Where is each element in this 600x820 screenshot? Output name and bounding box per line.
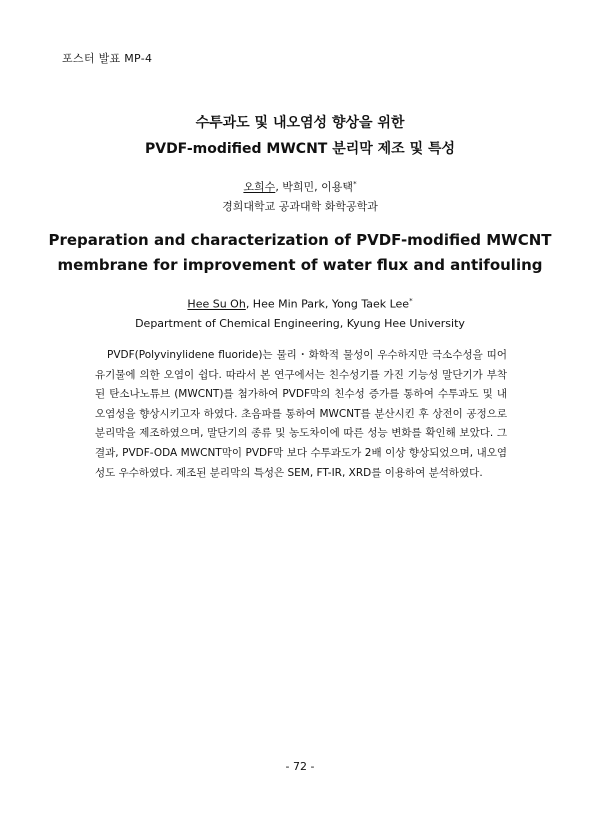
english-author-block [0,292,600,333]
english-title-line-2: membrane for improvement of water flux and antifouling [57,256,543,274]
korean-authors [0,175,600,197]
english-corresponding-mark: * [409,297,413,305]
english-title-line-1: Preparation and characterization of PVDF-modified MWCNT [48,231,552,249]
korean-corresponding-mark: * [353,180,357,188]
abstract-paragraph: PVDF(Polyvinylidene fluoride)는 물리・화학적 물성이 우수하지만 극소수성을 띠어 유기물에 의한 오염이 쉽다. 따라서 본 연구에서는 친수성기를 가진 기능성 말단기가 부착된 탄소나노튜브 (MWCNT)를 첨가하여 PVDF막의 친수성 증가를 통하여 수투과도 및 내오염성을 향상시키고자 하였다. 초음파를 통하여 MWCNT를 분산시킨 후 상전이 공정으로 분리막을 제조하였으며, 말단기의 종류 및 농도차이에 따른 성능 변화를 확인해 보았다. 그 결과, PVDF-ODA MWCNT막이 PVDF막 보다 수투과도가 2배 이상 향상되었으며, 내오염성도 우수하였다. 제조된 분리막의 특성은 SEM, FT-IR, XRD를 이용하여 분석하였다. [95,349,507,479]
korean-presenter: 오희수 [243,180,276,194]
korean-title-line-1: 수투과도 및 내오염성 향상을 위한 [195,115,405,131]
session-label: 포스터 발표 MP-4 [62,52,153,65]
page-number: - 72 - [285,760,315,773]
korean-affiliation: 경희대학교 공과대학 화학공학과 [222,199,378,213]
english-presenter: Hee Su Oh [187,297,246,311]
english-coauthors: , Hee Min Park, Yong Taek Lee [245,297,410,311]
korean-title [0,110,600,162]
korean-author-block [0,175,600,216]
english-authors [0,292,600,314]
korean-title-line-2: PVDF-modified MWCNT 분리막 제조 및 특성 [144,141,456,157]
korean-coauthors: , 박희민, 이용택 [275,180,354,194]
english-title [0,228,600,278]
english-affiliation: Department of Chemical Engineering, Kyung Hee University [135,316,465,330]
